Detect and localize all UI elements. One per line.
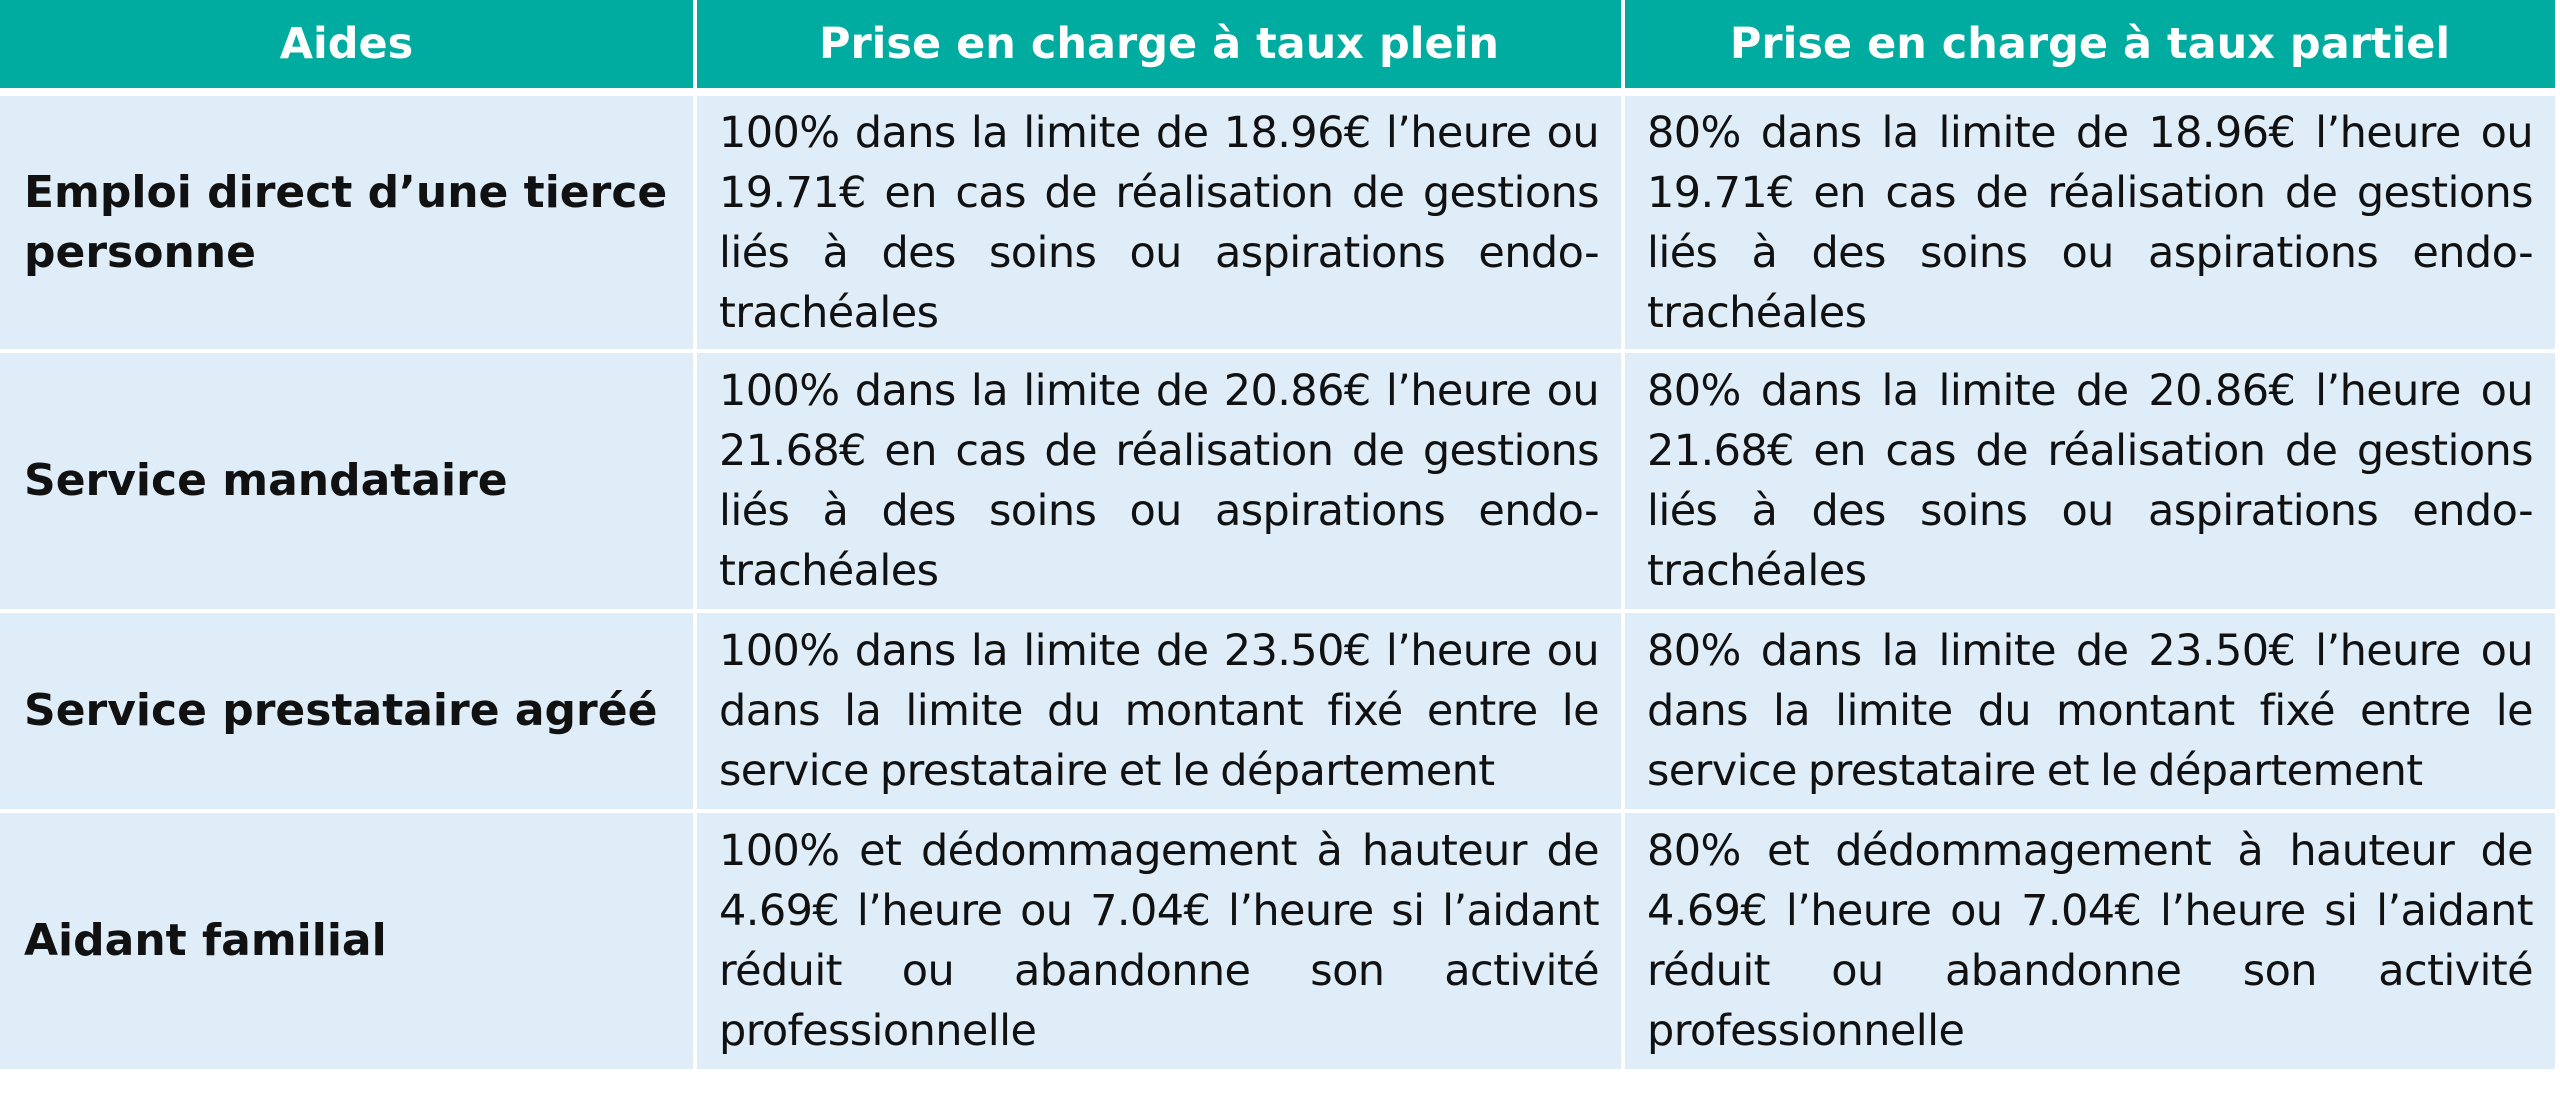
cell-taux-partiel: 80% dans la limite de 20.86€ l’heure ou 21.68€ en cas de réalisation de gestions liés à des soins ou aspirations endo-trachéales <box>1625 353 2555 613</box>
cell-taux-partiel: 80% dans la limite de 18.96€ l’heure ou 19.71€ en cas de réalisation de gestions liés à des soins ou aspirations endo-trachéales <box>1625 96 2555 353</box>
cell-taux-plein: 100% dans la limite de 20.86€ l’heure ou 21.68€ en cas de réalisation de gestions liés à des soins ou aspirations endo-trachéales <box>697 353 1625 613</box>
table-row <box>0 353 2555 613</box>
table-row <box>0 813 2555 1073</box>
header-taux-partiel: Prise en charge à taux partiel <box>1625 0 2555 96</box>
header-row <box>0 0 2555 96</box>
row-label: Service mandataire <box>0 353 697 613</box>
cell-taux-partiel: 80% dans la limite de 23.50€ l’heure ou dans la limite du montant fixé entre le service prestataire et le département <box>1625 613 2555 813</box>
row-label: Emploi direct d’une tierce personne <box>0 96 697 353</box>
cell-taux-partiel: 80% et dédommagement à hauteur de 4.69€ l’heure ou 7.04€ l’heure si l’aidant réduit ou abandonne son activité professionnelle <box>1625 813 2555 1073</box>
cell-taux-plein: 100% et dédommagement à hauteur de 4.69€ l’heure ou 7.04€ l’heure si l’aidant réduit ou abandonne son activité professionnelle <box>697 813 1625 1073</box>
table-row <box>0 96 2555 353</box>
row-label: Service prestataire agréé <box>0 613 697 813</box>
header-taux-plein: Prise en charge à taux plein <box>697 0 1625 96</box>
table-body <box>0 96 2555 1073</box>
table-row <box>0 613 2555 813</box>
header-aides: Aides <box>0 0 697 96</box>
row-label: Aidant familial <box>0 813 697 1073</box>
table-header <box>0 0 2555 96</box>
cell-taux-plein: 100% dans la limite de 23.50€ l’heure ou dans la limite du montant fixé entre le service prestataire et le département <box>697 613 1625 813</box>
cell-taux-plein: 100% dans la limite de 18.96€ l’heure ou 19.71€ en cas de réalisation de gestions liés à des soins ou aspirations endo-trachéales <box>697 96 1625 353</box>
